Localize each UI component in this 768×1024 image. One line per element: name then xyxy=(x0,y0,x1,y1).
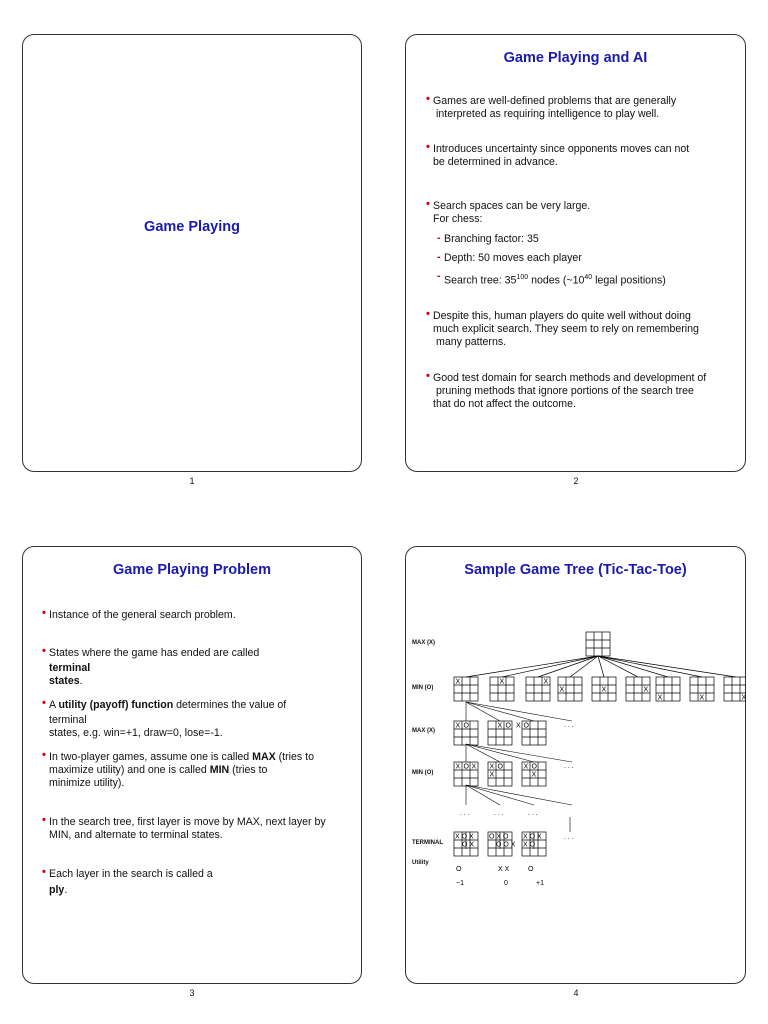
bullet: • Games are well-defined problems that are generally interpreted as requiring intelligence to play well. xyxy=(426,93,677,120)
row-label-max: MAX (X) xyxy=(412,728,435,734)
ellipsis: . . . xyxy=(494,810,504,817)
slide-title: Game Playing Problem xyxy=(113,562,271,578)
bullet: • Each layer in the search is called a ply. xyxy=(42,866,213,896)
ellipsis: . . . xyxy=(460,810,470,817)
board-mark: X xyxy=(643,686,649,694)
row-label-max: MAX (X) xyxy=(412,640,435,646)
bullet: • States where the game has ended are called terminal states. xyxy=(42,645,260,687)
bullet: • In two-player games, assume one is called MAX (tries to maximize utility) and one is called MIN (tries to minimize utility). xyxy=(42,749,314,789)
board-mark: X xyxy=(601,686,607,694)
board-mark: X xyxy=(531,771,537,779)
board-mark: X xyxy=(523,763,529,771)
board-mark: X xyxy=(516,722,521,730)
board-mark: X xyxy=(657,694,663,702)
bullet-icon: • xyxy=(426,370,430,382)
board-mark: X xyxy=(455,678,461,686)
row-label-utility: Utility xyxy=(412,860,429,866)
bullet-icon: • xyxy=(42,866,46,878)
board-mark: O xyxy=(531,763,537,771)
game-tree-diagram xyxy=(446,627,746,897)
board-mark: O xyxy=(497,763,503,771)
bullet-icon: • xyxy=(42,814,46,826)
bullet: • In the search tree, first layer is move by MAX, next layer by MIN, and alternate to terminal states. xyxy=(42,814,326,841)
dash-icon: - xyxy=(437,270,441,282)
terminal-mark: O xyxy=(528,866,534,873)
board-mark: X xyxy=(489,763,495,771)
page-number: 3 xyxy=(189,988,195,998)
slide-title: Sample Game Tree (Tic-Tac-Toe) xyxy=(464,562,687,578)
terminal-mark: O xyxy=(456,866,462,873)
board-mark: O xyxy=(505,722,511,730)
board-mark: X O X xyxy=(523,833,542,841)
utility-value: +1 xyxy=(536,880,544,887)
sub-bullet: - Depth: 50 moves each player xyxy=(437,251,582,264)
board-mark: X xyxy=(741,694,746,702)
row-label-terminal: TERMINAL xyxy=(412,840,443,846)
bullet: • A utility (payoff) function determines the value of terminal states, e.g. win=+1, draw=0, lose=-1. xyxy=(42,697,287,739)
board-mark: X xyxy=(499,678,505,686)
board-mark: O xyxy=(463,722,469,730)
board-mark: X xyxy=(699,694,705,702)
slide-title: Game Playing xyxy=(144,219,240,235)
bullet: • Introduces uncertainty since opponents moves can not be determined in advance. xyxy=(426,141,690,168)
board-mark: X xyxy=(455,763,461,771)
terminal-mark: X X xyxy=(498,866,510,873)
bullet: • Instance of the general search problem. xyxy=(42,607,236,621)
bullet: • Good test domain for search methods and development of pruning methods that ignore portions of the search tree that do not affect the outcome. xyxy=(426,370,707,410)
board-mark: X O X xyxy=(455,833,474,841)
board-mark: O xyxy=(463,763,469,771)
board-mark: X O xyxy=(523,841,536,849)
sub-bullet: - Search tree: $35^{100}$ nodes ($\sim 10^{40}$ legal positions) xyxy=(437,270,666,287)
bullet: • Despite this, human players do quite well without doing much explicit search. They seem to rely on remembering many patterns. xyxy=(426,308,699,348)
slide-1 xyxy=(22,34,362,472)
bullet: • Search spaces can be very large. For chess: xyxy=(426,198,591,225)
utility-value: −1 xyxy=(456,880,464,887)
page-number: 2 xyxy=(573,476,579,486)
slide-2 xyxy=(405,34,746,472)
bullet-icon: • xyxy=(426,308,430,320)
row-label-min: MIN (O) xyxy=(412,770,434,776)
row-label-min: MIN (O) xyxy=(412,685,434,691)
utility-value: 0 xyxy=(504,880,508,887)
page-number: 4 xyxy=(573,988,579,998)
board-mark: X xyxy=(497,722,503,730)
bullet-icon: • xyxy=(42,697,46,709)
dash-icon: - xyxy=(437,251,441,263)
board-mark: X xyxy=(559,686,565,694)
slide-4 xyxy=(405,546,746,984)
board-mark: X xyxy=(543,678,549,686)
page-number: 1 xyxy=(189,476,195,486)
bullet-icon: • xyxy=(426,93,430,105)
bullet-icon: • xyxy=(426,141,430,153)
board-mark: X xyxy=(489,771,495,779)
ellipsis: . . . xyxy=(564,834,574,841)
slide-3 xyxy=(22,546,362,984)
ellipsis: . . . xyxy=(528,810,538,817)
sub-bullet: - Branching factor: 35 xyxy=(437,232,539,245)
board-mark: X xyxy=(471,763,477,771)
bullet-icon: • xyxy=(42,607,46,619)
slide-title: Game Playing and AI xyxy=(503,50,648,66)
board-mark: O X xyxy=(462,841,475,849)
board-mark: O O X xyxy=(496,841,516,849)
board-mark: O xyxy=(523,722,529,730)
ellipsis: . . . xyxy=(564,722,574,729)
ellipsis: . . . xyxy=(564,763,574,770)
bullet-icon: • xyxy=(42,749,46,761)
dash-icon: - xyxy=(437,232,441,244)
bullet-icon: • xyxy=(426,198,430,210)
board-mark: O X O xyxy=(489,833,509,841)
board-mark: X xyxy=(455,722,461,730)
bullet-icon: • xyxy=(42,645,46,657)
